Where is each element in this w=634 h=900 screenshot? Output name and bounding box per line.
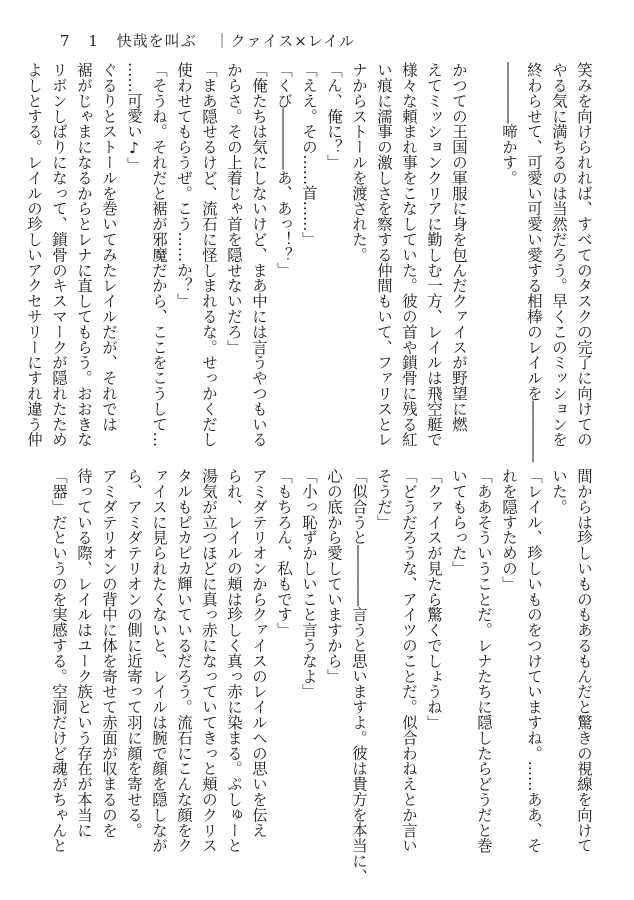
text-line: られ、レイルの頬は珍しく真っ赤に染まる。ぷしゅーと bbox=[225, 468, 243, 853]
text-line: 「ああそういうことだ。レナたちに隠したらどうだと巻 bbox=[475, 468, 493, 853]
chapter-title: 快哉を叫ぶ bbox=[116, 32, 197, 50]
chapter-number: 1 bbox=[88, 32, 99, 50]
text-line: 「似合うと――――言うと思いますよ。彼は貴方を本当に、 bbox=[350, 468, 368, 884]
text-line: ら、アミダテリオンの側に近寄って羽に顔を寄せる。 bbox=[125, 468, 143, 838]
text-line: 裾がじゃまになるからとレナに直してもらう。おおきな bbox=[75, 62, 93, 447]
text-line: 「くび――――あ、あっ！？」 bbox=[275, 62, 293, 278]
text-line: ぐるりとストールを巻いてみたレイルだが、それでは bbox=[100, 62, 118, 432]
text-line: 「俺たちは気にしないけど、まあ中には言うやつもいる bbox=[250, 62, 268, 447]
text-line: 間からは珍しいものもあるもんだと驚きの視線を向けて bbox=[575, 468, 593, 853]
text-line: よしとする。レイルの珍しいアクセサリーにすれ違う仲 bbox=[25, 62, 43, 447]
text-line: 「レイル、珍しいものをつけていますね。……ああ、そ bbox=[525, 468, 543, 853]
text-line: 「小っ恥ずかしいこと言うなよ」 bbox=[300, 468, 318, 699]
text-line: 「まあ隠せるけど、流石に怪しまれるな。せっかくだし bbox=[200, 62, 218, 447]
text-line: 「どうだろうな、アイツのことだ。似合わねえとか言い bbox=[400, 468, 418, 853]
text-line: い痕に濡事の激しさを察する仲間もいて、ファリスとレ bbox=[375, 62, 393, 447]
text-line: ァイスに見られたくないと、レイルは腕で顔を隠しなが bbox=[150, 468, 168, 853]
text-line: 「器」だというのを実感する。空洞だけど魂がちゃんと bbox=[50, 468, 68, 853]
text-line: アミダテリオンからクァイスのレイルへの思いを伝え bbox=[250, 468, 268, 838]
text-line: タルもピカピカ輝いているだろう。流石にこんな顔をク bbox=[175, 468, 193, 853]
text-block-upper bbox=[25, 62, 596, 463]
running-header bbox=[60, 30, 367, 51]
text-line: 終わらせて、可愛い可愛い愛する相棒のレイルを―――― bbox=[525, 62, 543, 463]
text-line: からさ。その上着じゃ首を隠せないだろ」 bbox=[225, 62, 243, 355]
text-line: ……可愛い♪」 bbox=[125, 62, 143, 173]
page-number: 7 bbox=[60, 32, 71, 50]
text-line: れを隠すための」 bbox=[500, 468, 518, 592]
text-line: ナからストールを渡された。 bbox=[350, 62, 368, 263]
text-line: 「そうね。それだと裾が邪魔だから、ここをこうして… bbox=[150, 62, 168, 447]
text-line: 「ええ。その……首……」 bbox=[300, 62, 318, 247]
text-line: リボンしばりになって、鎖骨のキスマークが隠れたため bbox=[50, 62, 68, 447]
text-line bbox=[471, 62, 496, 458]
text-line: えてミッションクリアに勤しむ一方、レイルは飛空艇で bbox=[425, 62, 443, 447]
text-block-lower bbox=[50, 468, 596, 884]
text-line: 「もちろん、私もです」 bbox=[275, 468, 293, 638]
chapter-subtitle: ｜クァイス×レイル bbox=[214, 32, 356, 50]
text-line: やる気に満ちるのは当然だろう。早くこのミッションを bbox=[550, 62, 568, 447]
text-line: 笑みを向けられれば、すべてのタスクの完了に向けての bbox=[575, 62, 593, 447]
text-line: そうだ」 bbox=[375, 468, 393, 530]
text-line: 「クァイスが見たら驚くでしょうね」 bbox=[425, 468, 443, 730]
text-line: かつての王国の軍服に身を包んだクァイスが野望に燃 bbox=[450, 62, 468, 432]
text-line: ――――啼かす。 bbox=[500, 62, 518, 186]
text-line: 待っている際、レイルはユーク族という存在が本当に bbox=[75, 468, 93, 838]
text-line: 様々な頼まれ事をこなしていた。彼の首や鎖骨に残る紅 bbox=[400, 62, 418, 447]
text-line: 使わせてもらうぜ。こう……か？」 bbox=[175, 62, 193, 309]
text-line: 「ん、俺に？」 bbox=[325, 62, 343, 170]
text-line: アミダテリオンの背中に体を寄せて赤面が収まるのを bbox=[100, 468, 118, 838]
text-line: いてもらった」 bbox=[450, 468, 468, 576]
text-line: 湯気が立つほどに真っ赤になっていてきっと頬のクリス bbox=[200, 468, 218, 853]
text-line: いた。 bbox=[550, 468, 568, 515]
text-line: 心の底から愛していますから」 bbox=[325, 468, 343, 684]
